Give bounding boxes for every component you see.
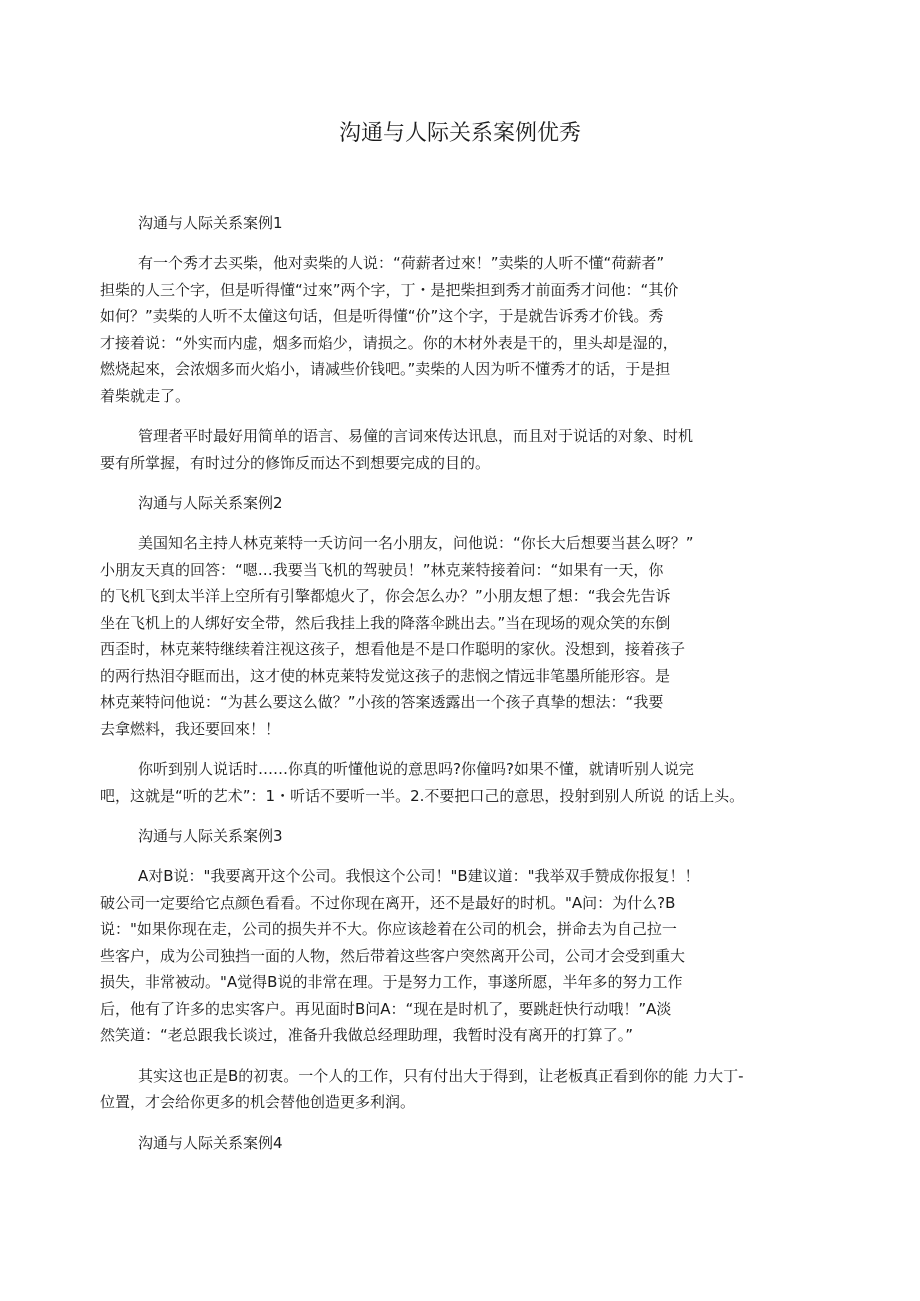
text-line: 损失，非常被动。"A觉得B说的非常在理。于是努力工作，事遂所愿，半年多的努力工作 — [100, 973, 683, 991]
text-line: 美国知名主持人林克莱特一夭访问一名小朋友，问他说：“你长大后想要当甚么呀？” — [138, 534, 694, 552]
paragraph — [100, 530, 760, 742]
text-line: 去拿燃料，我还要回來！！ — [100, 719, 281, 738]
section-heading: 沟通与人际关系案例2 — [138, 494, 283, 512]
paragraph — [100, 1063, 760, 1116]
text-line: 林克莱特问他说：“为甚么要这么做？”小孩的答案透露出一个孩子真挚的想法：“我要 — [100, 693, 664, 711]
paragraph — [100, 250, 760, 409]
text-line: 其实这也正是B的初衷。一个人的工作，只有付出大于得到，让老板真正看到你的能 力大丁- — [138, 1066, 744, 1085]
section-heading: 沟通与人际关系案例3 — [138, 827, 283, 845]
text-line: 些客户，成为公司独挡一面的人物，然后带着这些客户突然离开公司，公司才会受到重大 — [100, 946, 686, 965]
text-line: 坐在飞机上的人绑好安全带，然后我挂上我的降落伞跳出去。”当在现场的观众笑的东倒 — [100, 613, 671, 632]
paragraph — [100, 863, 760, 1049]
text-line: 西歪时，林克莱特继续着注视这孩子，想看他是不是口作聪明的家伙。没想到，接着孩子 — [100, 640, 686, 658]
text-line: 的两行热泪夺眶而出，这才使的林克莱特发觉这孩子的悲悯之情远非笔墨所能形容。是 — [100, 666, 671, 685]
text-line: 着柴就走了。 — [100, 386, 191, 405]
text-line: 燃烧起來，会浓烟多而火焰小，请减些价钱吧。”卖柴的人因为听不懂秀才的话，于是担 — [100, 360, 671, 378]
document-title: 沟通与人际关系案例优秀 — [338, 121, 581, 146]
document-body — [100, 210, 760, 1170]
text-line: A对B说："我要离开这个公司。我恨这个公司！"B建议道："我举双手赞成你报复！！ — [138, 867, 700, 885]
paragraph — [100, 423, 760, 476]
paragraph — [100, 756, 760, 809]
text-line: 的飞机飞到太半洋上空所有引擎都熄火了，你会怎么办？”小朋友想了想：“我会先告诉 — [100, 587, 671, 605]
text-line: 小朋友天真的回答：“嗯…我要当飞机的驾驶员！”林克莱特接着问：“如果有一天，你 — [100, 560, 664, 579]
text-line: 你听到别人说话时……你真的听懂他说的意思吗?你僮吗?如果不懂，就请听别人说完 — [138, 760, 694, 778]
section-heading: 沟通与人际关系案例4 — [138, 1133, 283, 1152]
text-line: 吧，这就是“听的艺术”：1・听话不要听一半。2.不要把口己的意思，投射到别人所说 的话上头。 — [100, 786, 745, 805]
text-line: 后，他有了许多的忠实客户。再见面时B问A：“现在是时机了，要跳赶快行动哦！”A淡 — [100, 999, 672, 1018]
text-line: 说："如果你现在走，公司的损失并不大。你应该趁着在公司的机会，拼命去为自己拉一 — [100, 920, 677, 938]
text-line: 管理者平时最好用简单的语言、易僮的言词來传达讯息，而且对于说话的对象、时机 — [138, 427, 694, 445]
text-line: 然笑道：“老总跟我长谈过，准备升我做总经理助理，我暂时没有离开的打算了。” — [100, 1026, 634, 1044]
text-line: 有一个秀才去买柴，他对卖柴的人说：“荷薪者过來！”卖柴的人听不懂“荷薪者” — [138, 254, 665, 272]
text-line: 如何？”卖柴的人听不太僮这句话，但是听得懂“价”这个字，于是就告诉秀才价钱。秀 — [100, 307, 664, 325]
text-line: 位置，才会给你更多的机会替他创造更多利润。 — [100, 1093, 416, 1111]
text-line: 才接着说：“外实而内虚，烟多而焰少，请损之。你的木材外表是干的，里头却是湿的， — [100, 333, 678, 352]
section-heading: 沟通与人际关系案例1 — [138, 214, 283, 232]
text-line: 破公司一定要给它点颜色看看。不过你现在离开，还不是最好的时机。"A问：为什么?B — [100, 893, 676, 912]
text-line: 担柴的人三个字，但是听得懂“过來”两个字，丁・是把柴担到秀才前面秀才问他：“其价 — [100, 280, 679, 299]
text-line: 要有所掌握，有时过分的修饰反而达不到想要完成的目的。 — [100, 453, 491, 472]
